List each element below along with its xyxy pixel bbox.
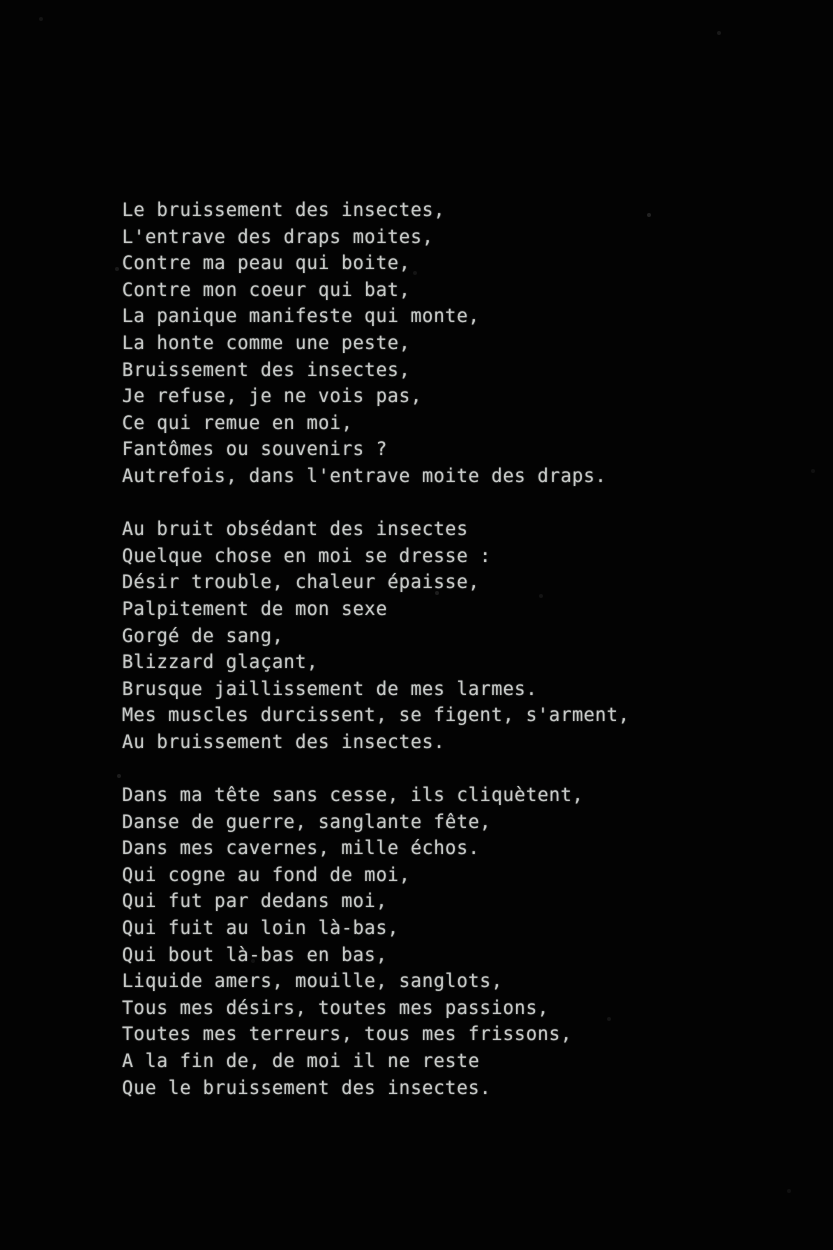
poem-line: Tous mes désirs, toutes mes passions, — [122, 997, 549, 1019]
poem-line: La panique manifeste qui monte, — [122, 306, 480, 328]
poem-line: Autrefois, dans l'entrave moite des draps. — [122, 465, 607, 487]
poem-line: Palpitement de mon sexe — [122, 598, 388, 620]
stanza — [122, 517, 630, 756]
poem-line: Que le bruissement des insectes. — [122, 1077, 492, 1099]
poem-line: Mes muscles durcissent, se figent, s'arment, — [122, 705, 630, 727]
poem-line: Qui fuit au loin là-bas, — [122, 918, 399, 940]
poem-line: Brusque jaillissement de mes larmes. — [122, 678, 538, 700]
poem-line: Qui bout là-bas en bas, — [122, 944, 388, 966]
stanza — [122, 198, 630, 491]
poem-line: Ce qui remue en moi, — [122, 412, 353, 434]
poem-line: Dans ma tête sans cesse, ils cliquètent, — [122, 785, 584, 807]
poem-line: Blizzard glaçant, — [122, 652, 319, 674]
poem-line: Liquide amers, mouille, sanglots, — [122, 971, 503, 993]
poem-line: Toutes mes terreurs, tous mes frissons, — [122, 1024, 572, 1046]
poem-line: Qui cogne au fond de moi, — [122, 864, 411, 886]
poem-line: L'entrave des draps moites, — [122, 226, 434, 248]
poem-line: Contre ma peau qui boite, — [122, 253, 411, 275]
poem-line: Gorgé de sang, — [122, 625, 284, 647]
poem-line: Au bruissement des insectes. — [122, 731, 446, 753]
poem-line: La honte comme une peste, — [122, 332, 411, 354]
poem-line: Fantômes ou souvenirs ? — [122, 439, 388, 461]
poem-line: Le bruissement des insectes, — [122, 200, 446, 221]
poem-line: Quelque chose en moi se dresse : — [122, 545, 492, 567]
poem-line: Désir trouble, chaleur épaisse, — [122, 572, 480, 594]
poem-line: Danse de guerre, sanglante fête, — [122, 811, 492, 833]
poem-line: Qui fut par dedans moi, — [122, 891, 388, 913]
poem-line: Contre mon coeur qui bat, — [122, 279, 411, 301]
poem — [122, 198, 630, 1102]
poem-line: Je refuse, je ne vois pas, — [122, 386, 422, 408]
poem-line: Dans mes cavernes, mille échos. — [122, 838, 480, 860]
stanza — [122, 783, 630, 1102]
poem-line: A la fin de, de moi il ne reste — [122, 1051, 480, 1072]
poem-line: Bruissement des insectes, — [122, 359, 411, 381]
film-grain — [0, 0, 2, 2]
poem-line: Au bruit obsédant des insectes — [122, 519, 469, 541]
